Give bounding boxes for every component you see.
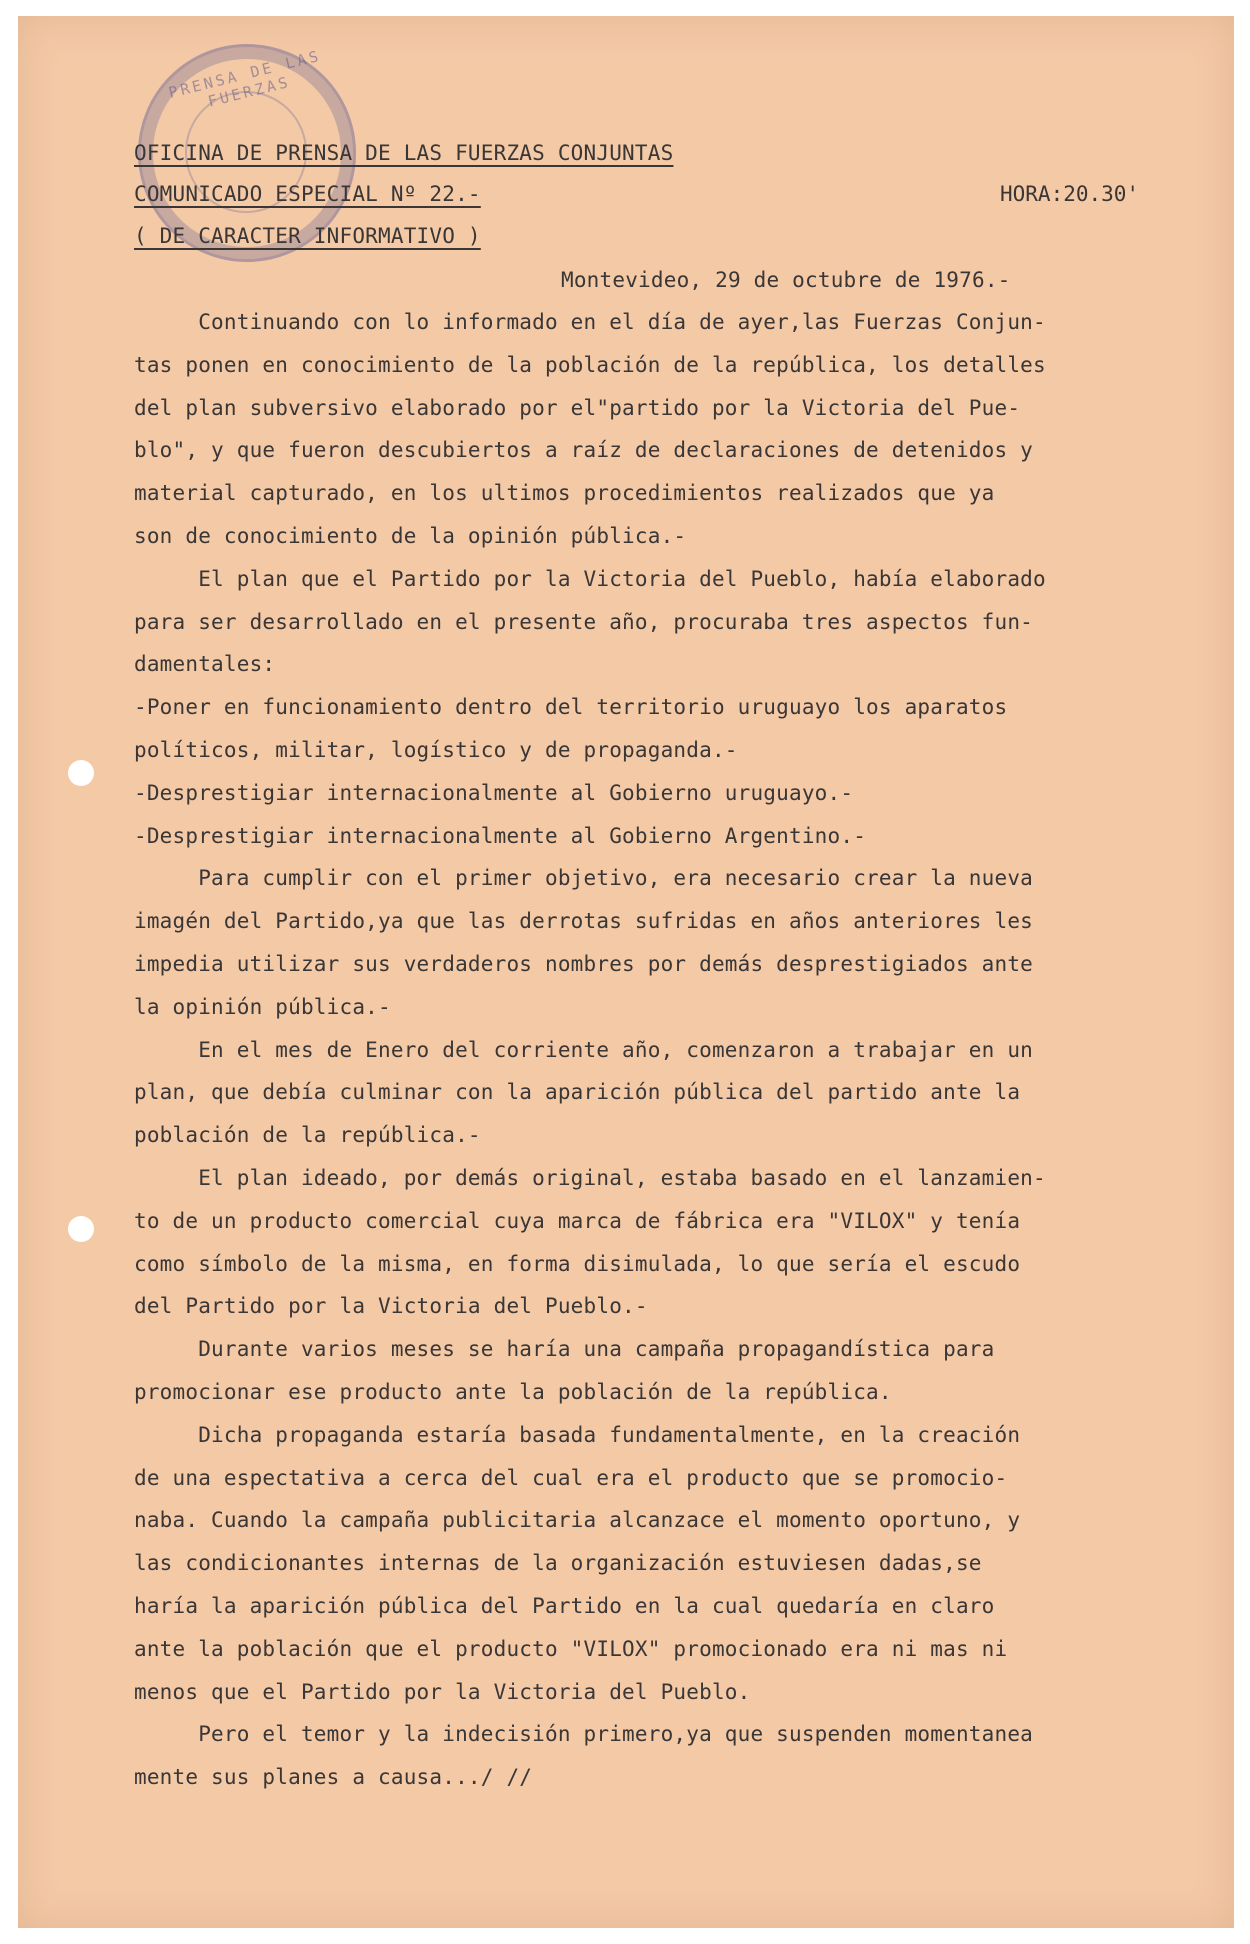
body-line: de una espectativa a cerca del cual era el producto que se promocio- <box>134 1465 1008 1490</box>
body-line: del plan subversivo elaborado por el"partido por la Victoria del Pue- <box>134 395 1021 420</box>
body-line: -Desprestigiar internacionalmente al Gobierno uruguayo.- <box>134 780 854 805</box>
body-line: para ser desarrollado en el presente año, procuraba tres aspectos fun- <box>134 609 1034 634</box>
punch-hole-lower <box>68 1216 94 1242</box>
body-line: Pero el temor y la indecisión primero,ya que suspenden momentanea <box>134 1722 1034 1747</box>
body-line: material capturado, en los ultimos procedimientos realizados que ya <box>134 481 995 506</box>
punch-hole-upper <box>68 760 94 786</box>
body-line: la opinión pública.- <box>134 994 391 1019</box>
header-communique: COMUNICADO ESPECIAL Nº 22.- <box>134 182 481 206</box>
body-line: mente sus planes a causa.../ // <box>134 1765 533 1790</box>
body-line: ante la población que el producto "VILOX" promocionado era ni mas ni <box>134 1636 1008 1661</box>
body-line: -Desprestigiar internacionalmente al Gobierno Argentino.- <box>134 823 867 848</box>
body-line: tas ponen en conocimiento de la población de la república, los detalles <box>134 352 1046 377</box>
body-line: promocionar ese producto ante la población de la república. <box>134 1380 892 1404</box>
body-line: Durante varios meses se haría una campaña propagandística para <box>134 1337 995 1362</box>
body-line: blo", y que fueron descubiertos a raíz de declaraciones de detenidos y <box>134 438 1034 463</box>
body-line: naba. Cuando la campaña publicitaria alcanzace el momento oportuno, y <box>134 1508 1021 1533</box>
body-line: políticos, militar, logístico y de propaganda.- <box>134 738 738 762</box>
header-subtitle <box>134 224 481 248</box>
body-line: Continuando con lo informado en el día de ayer,las Fuerzas Conjun- <box>134 310 1046 334</box>
body-line: plan, que debía culminar con la aparición pública del partido ante la <box>134 1080 1021 1105</box>
body-line: población de la república.- <box>134 1123 481 1148</box>
body-line: impedia utilizar sus verdaderos nombres por demás desprestigiados ante <box>134 952 1034 976</box>
body-line: damentales: <box>134 652 276 677</box>
body-line: El plan ideado, por demás original, estaba basado en el lanzamien- <box>134 1166 1046 1190</box>
body-line: son de conocimiento de la opinión pública.- <box>134 524 687 548</box>
stamp-text: PRENSA DE LAS FUERZAS <box>166 46 323 111</box>
header-subtitle-text: ( DE CARACTER INFORMATIVO ) <box>134 224 481 248</box>
body-line: imagén del Partido,ya que las derrotas sufridas en años anteriores les <box>134 909 1034 934</box>
body-line: como símbolo de la misma, en forma disimulada, lo que sería el escudo <box>134 1251 1021 1276</box>
dateline: Montevideo, 29 de octubre de 1976.- <box>561 268 1011 292</box>
body-line: del Partido por la Victoria del Pueblo.- <box>134 1294 648 1319</box>
body-line: El plan que el Partido por la Victoria del Pueblo, había elaborado <box>134 566 1046 591</box>
body-line: Para cumplir con el primer objetivo, era necesario crear la nueva <box>134 866 1034 891</box>
body-line: las condicionantes internas de la organización estuviesen dadas,se <box>134 1551 982 1576</box>
body-line: Dicha propaganda estaría basada fundamentalmente, en la creación <box>134 1422 1021 1447</box>
body-line: En el mes de Enero del corriente año, comenzaron a trabajar en un <box>134 1037 1034 1062</box>
body-line: haría la aparición pública del Partido en la cual quedaría en claro <box>134 1594 995 1618</box>
body-line: menos que el Partido por la Victoria del Pueblo. <box>134 1679 751 1704</box>
header-office: OFICINA DE PRENSA DE LAS FUERZAS CONJUNTAS <box>134 141 674 165</box>
header-time: HORA:20.30' <box>1000 182 1140 206</box>
body-line: to de un producto comercial cuya marca de fábrica era "VILOX" y tenía <box>134 1208 1021 1233</box>
body-line: -Poner en funcionamiento dentro del territorio uruguayo los aparatos <box>134 695 1008 720</box>
